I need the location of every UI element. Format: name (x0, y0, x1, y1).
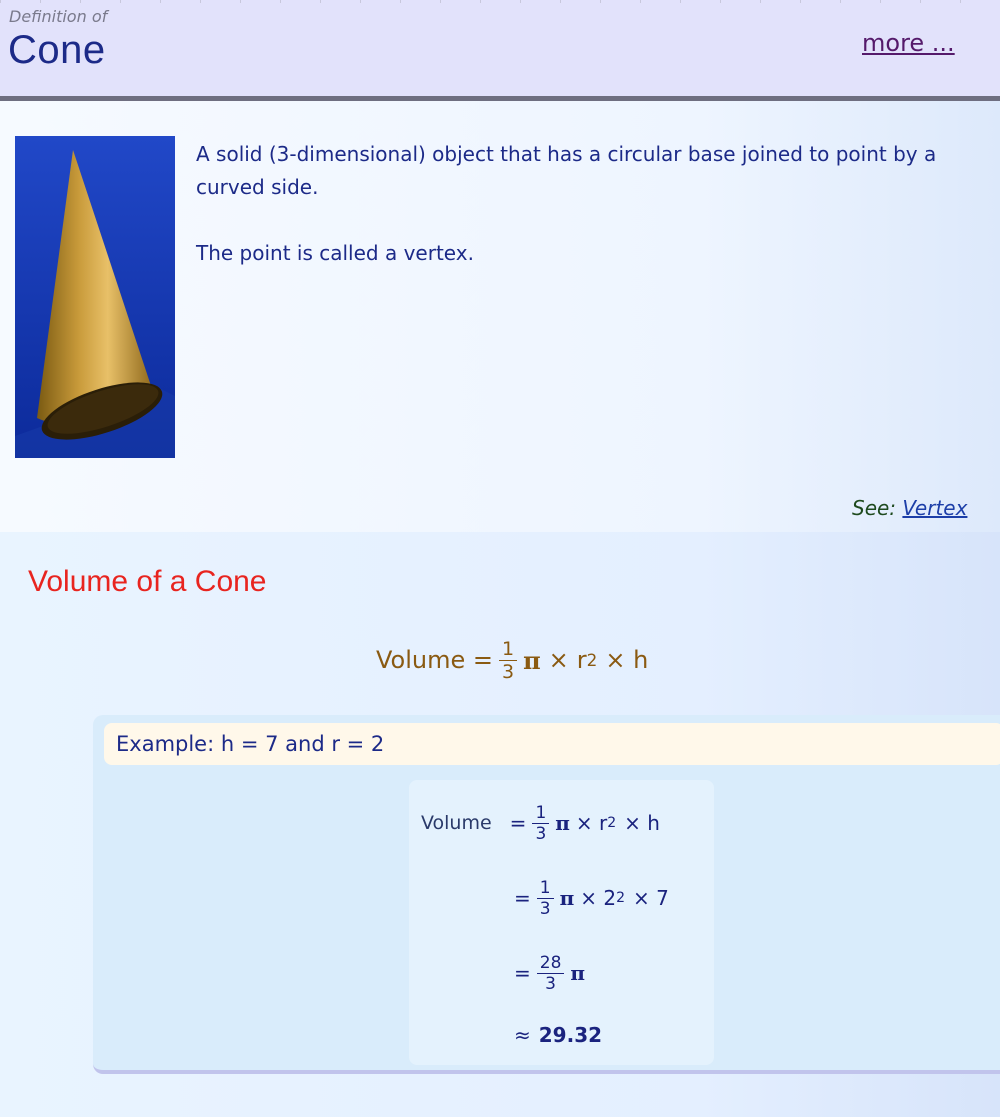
step1-numerator: 1 (532, 803, 549, 824)
step1-tail: × h (624, 811, 660, 835)
step1-rest: × r (575, 811, 608, 835)
step3-numerator: 28 (537, 953, 565, 974)
volume-label: Volume (421, 812, 492, 834)
more-link[interactable]: more ... (862, 29, 955, 57)
definition-text (196, 138, 976, 270)
definition-of-label: Definition of (9, 7, 108, 26)
step3-denominator: 3 (545, 973, 556, 994)
step2-numerator: 1 (537, 878, 554, 899)
definition-line-1: A solid (3-dimensional) object that has a circular base joined to point by a curved side. (196, 142, 937, 199)
step2-pi: π (559, 886, 575, 910)
step2-tail: × 7 (633, 886, 669, 910)
volume-formula: Volume = $\frac{1}{3}$ π × r 2 × h (376, 637, 649, 683)
header-bar (0, 0, 1000, 101)
formula-fraction (499, 638, 517, 683)
formula-times: × (548, 646, 569, 674)
calc-step-2: = $\frac{1}{3}$ π × 2 2 × 7 (514, 877, 669, 919)
step2-fraction (537, 878, 554, 919)
calc-result (514, 1020, 602, 1050)
formula-times-h: × h (605, 646, 649, 674)
step3-pi: π (570, 961, 586, 985)
vertex-link[interactable]: Vertex (902, 496, 968, 520)
ruler-ticks (0, 0, 1000, 3)
cone-illustration-icon (15, 136, 175, 458)
result-value: 29.32 (538, 1023, 603, 1047)
volume-heading: Volume of a Cone (28, 565, 267, 598)
step1-denominator: 3 (535, 823, 547, 844)
step1-eq: = (509, 811, 527, 835)
formula-lhs: Volume = (376, 646, 493, 674)
page-title: Cone (8, 28, 106, 72)
pi-symbol: π (523, 645, 541, 675)
step2-rest: × 2 (580, 886, 617, 910)
step1-fraction (532, 803, 549, 844)
step3-eq: = (514, 961, 531, 985)
step1-pi: π (555, 811, 570, 835)
formula-numerator: 1 (499, 638, 517, 661)
step2-eq: = (514, 886, 531, 910)
calc-step-3 (514, 948, 585, 998)
calc-step-1: Volume = $\frac{1}{3}$ π × r 2 × h (421, 802, 660, 844)
step3-fraction (537, 953, 565, 994)
definition-line-2: The point is called a vertex. (196, 241, 474, 265)
see-also (852, 496, 967, 520)
formula-denominator: 3 (502, 660, 515, 683)
example-heading: Example: h = 7 and r = 2 (104, 723, 1000, 765)
step2-denominator: 3 (539, 898, 551, 919)
formula-r: r (576, 646, 587, 674)
see-label: See: (852, 496, 897, 520)
approx-symbol: ≈ (514, 1023, 531, 1047)
cone-image (15, 136, 175, 458)
